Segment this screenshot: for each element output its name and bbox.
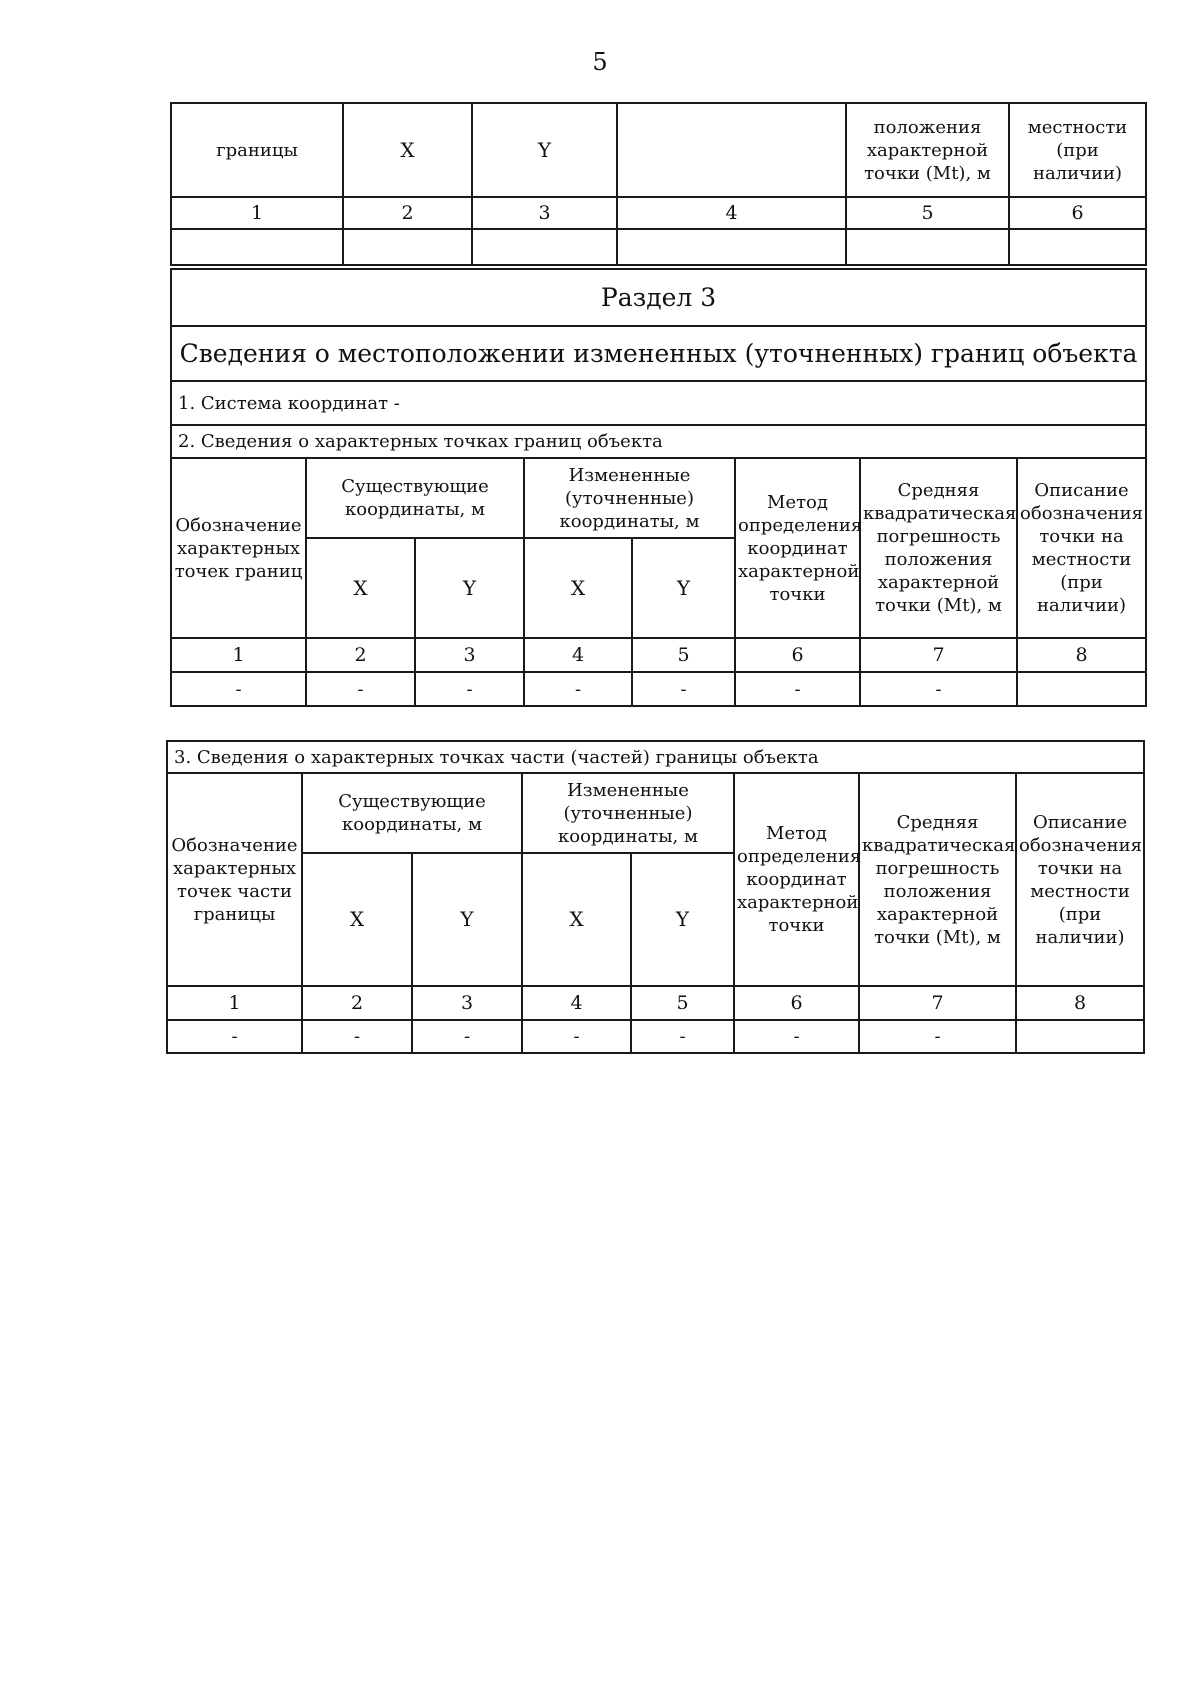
- section-title-row: [171, 269, 1146, 326]
- data-cell: -: [522, 1020, 631, 1053]
- number-cell: 4: [522, 986, 631, 1020]
- number-cell: 2: [302, 986, 412, 1020]
- number-cell: 5: [631, 986, 734, 1020]
- empty-cell: [1009, 229, 1146, 265]
- error-header: Средняя квадратическая погрешность положения характерной точки (Mt), м: [860, 458, 1017, 638]
- empty-cell: [171, 229, 343, 265]
- empty-cell: [617, 229, 846, 265]
- header-cell: Y: [472, 103, 617, 197]
- data-cell: -: [412, 1020, 522, 1053]
- number-cell: 7: [859, 986, 1016, 1020]
- method-header: Метод определения координат характерной точки: [735, 458, 860, 638]
- x-header: X: [524, 538, 632, 638]
- existing-coords-header: Существующие координаты, м: [302, 773, 522, 853]
- number-cell: 6: [735, 638, 860, 672]
- description-header: Описание обозначения точки на местности (при наличии): [1016, 773, 1144, 986]
- coord-system-label: 1. Система координат -: [171, 381, 1146, 425]
- x-header: X: [522, 853, 631, 986]
- points-title: 2. Сведения о характерных точках границ объекта: [171, 425, 1146, 458]
- table3-data-row: [167, 1020, 1144, 1053]
- header-row: [171, 103, 1146, 197]
- points-title-row: [171, 425, 1146, 458]
- header-cell: положения характерной точки (Mt), м: [846, 103, 1009, 197]
- x-header: X: [302, 853, 412, 986]
- parts-table: [166, 740, 1145, 1054]
- section-3-table: [170, 268, 1147, 707]
- table3-header-row: [167, 773, 1144, 853]
- number-cell: 8: [1016, 986, 1144, 1020]
- number-cell: 5: [632, 638, 735, 672]
- header-cell: [617, 103, 846, 197]
- table2-number-row: [171, 638, 1146, 672]
- error-header: Средняя квадратическая погрешность положения характерной точки (Mt), м: [859, 773, 1016, 986]
- parts-title-row: [167, 741, 1144, 773]
- data-cell: -: [735, 672, 860, 706]
- table2-data-row: [171, 672, 1146, 706]
- existing-coords-header: Существующие координаты, м: [306, 458, 524, 538]
- number-cell: 6: [1009, 197, 1146, 229]
- number-cell: 1: [171, 197, 343, 229]
- data-cell: -: [631, 1020, 734, 1053]
- point-designation-header: Обозначение характерных точек части границы: [167, 773, 302, 986]
- number-cell: 3: [415, 638, 524, 672]
- data-cell: -: [859, 1020, 1016, 1053]
- data-cell: [1016, 1020, 1144, 1053]
- section-title: Раздел 3: [171, 269, 1146, 326]
- data-cell: -: [734, 1020, 859, 1053]
- data-cell: -: [302, 1020, 412, 1053]
- parts-title: 3. Сведения о характерных точках части (частей) границы объекта: [167, 741, 1144, 773]
- number-cell: 5: [846, 197, 1009, 229]
- number-cell: 2: [343, 197, 472, 229]
- table2-header-row: [171, 458, 1146, 538]
- number-cell: 3: [412, 986, 522, 1020]
- y-header: Y: [412, 853, 522, 986]
- data-cell: -: [524, 672, 632, 706]
- number-cell: 6: [734, 986, 859, 1020]
- section-subtitle-row: [171, 326, 1146, 381]
- method-header: Метод определения координат характерной точки: [734, 773, 859, 986]
- number-cell: 4: [617, 197, 846, 229]
- empty-cell: [846, 229, 1009, 265]
- data-cell: -: [415, 672, 524, 706]
- y-header: Y: [632, 538, 735, 638]
- page-number: 5: [592, 48, 608, 76]
- y-header: Y: [631, 853, 734, 986]
- data-cell: -: [306, 672, 415, 706]
- changed-coords-header: Измененные (уточненные) координаты, м: [524, 458, 735, 538]
- table3-number-row: [167, 986, 1144, 1020]
- section-subtitle: Сведения о местоположении измененных (уточненных) границ объекта: [171, 326, 1146, 381]
- number-row: [171, 197, 1146, 229]
- number-cell: 4: [524, 638, 632, 672]
- number-cell: 1: [167, 986, 302, 1020]
- header-cell: X: [343, 103, 472, 197]
- number-cell: 7: [860, 638, 1017, 672]
- empty-row: [171, 229, 1146, 265]
- data-cell: -: [632, 672, 735, 706]
- y-header: Y: [415, 538, 524, 638]
- number-cell: 3: [472, 197, 617, 229]
- data-cell: -: [167, 1020, 302, 1053]
- data-cell: -: [171, 672, 306, 706]
- description-header: Описание обозначения точки на местности (при наличии): [1017, 458, 1146, 638]
- coord-system-row: [171, 381, 1146, 425]
- empty-cell: [343, 229, 472, 265]
- number-cell: 8: [1017, 638, 1146, 672]
- data-cell: [1017, 672, 1146, 706]
- x-header: X: [306, 538, 415, 638]
- number-cell: 1: [171, 638, 306, 672]
- number-cell: 2: [306, 638, 415, 672]
- continuation-table: [170, 102, 1147, 266]
- empty-cell: [472, 229, 617, 265]
- changed-coords-header: Измененные (уточненные) координаты, м: [522, 773, 734, 853]
- header-cell: местности (при наличии): [1009, 103, 1146, 197]
- point-designation-header: Обозначение характерных точек границ: [171, 458, 306, 638]
- header-cell: границы: [171, 103, 343, 197]
- data-cell: -: [860, 672, 1017, 706]
